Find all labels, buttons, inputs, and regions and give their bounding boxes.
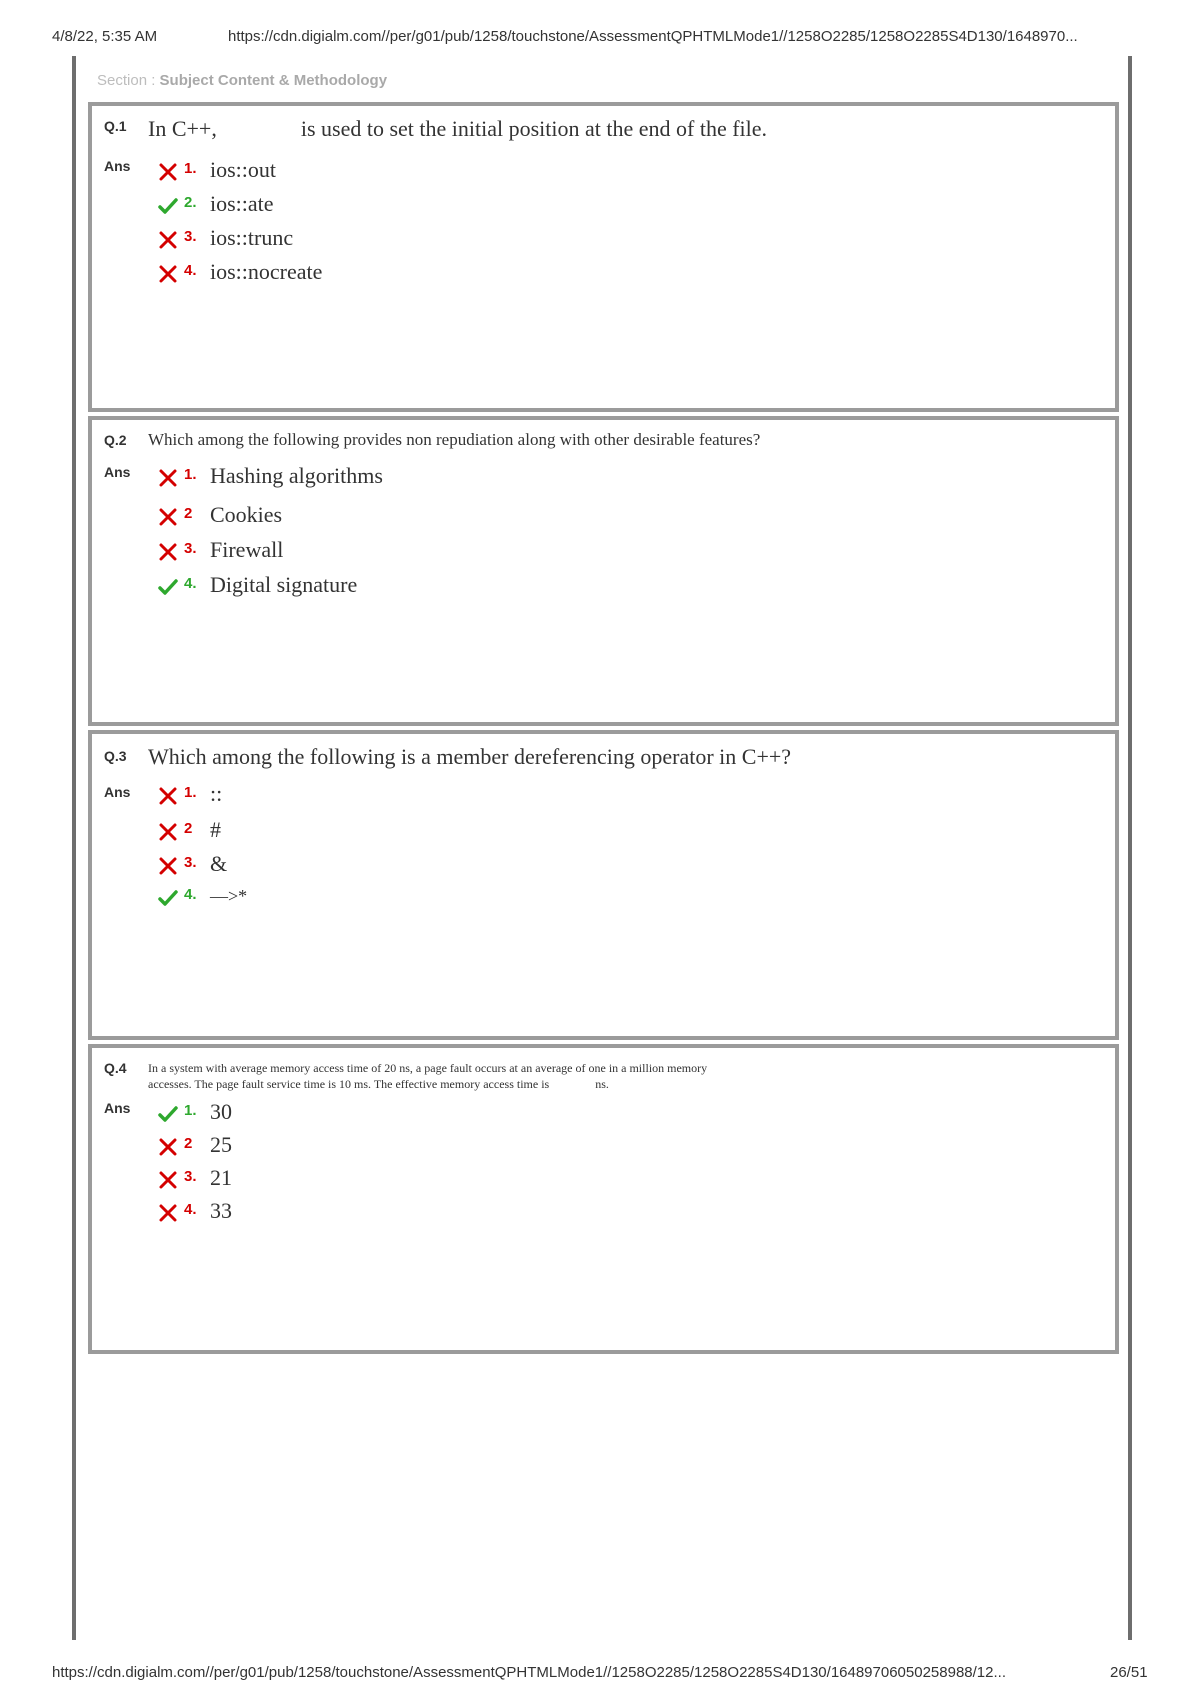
option-number: 1. [184,466,197,483]
section-label [97,72,387,89]
option-text: ios::out [210,157,277,182]
cross-icon [158,786,178,806]
option-text: —>* [210,886,248,906]
option-number: 4. [184,262,197,279]
footer-url[interactable]: https://cdn.digialm.com//per/g01/pub/1258/touchstone/AssessmentQPHTMLMode1//1258O2285/1258O2285S4D130/16489706050258988/12... [52,1664,1006,1681]
option-number: 4. [184,886,197,903]
option-number: 2. [184,194,197,211]
option-text: 33 [210,1198,232,1223]
question-text-after-blank: is used to set the initial position at the end of the file. [300,116,768,141]
option-number: 3. [184,540,197,557]
ans-label: Ans [104,784,131,800]
question-text-before-blank: In C++, [148,116,217,141]
question-number: Q.4 [104,1060,127,1076]
option-text: 21 [210,1165,232,1190]
option-text: # [210,817,221,842]
cross-icon [158,230,178,250]
print-footer [0,1662,1200,1686]
cross-icon [158,1170,178,1190]
cross-icon [158,1203,178,1223]
print-header [0,22,1200,52]
page-number: 26/51 [1110,1664,1148,1681]
question-card-2 [88,416,1119,726]
question-text: Which among the following is a member dereferencing operator in C++? [148,744,792,769]
option-number: 1. [184,1102,197,1119]
cross-icon [158,507,178,527]
option-text: 30 [210,1099,232,1124]
option-number: 2 [184,1135,193,1152]
question-number: Q.3 [104,748,127,764]
option-number: 4. [184,575,197,592]
option-text: Hashing algorithms [210,463,383,488]
question-card-3 [88,730,1119,1040]
option-number: 3. [184,228,197,245]
question-text-before-blank: accesses. The page fault service time is 10 ms. The effective memory access time is [148,1077,550,1091]
question-card-4 [88,1044,1119,1354]
question-card-1 [88,102,1119,412]
cross-icon [158,1137,178,1157]
option-text: Firewall [210,537,284,562]
option-number: 3. [184,854,197,871]
question-text-line1: In a system with average memory access time of 20 ns, a page fault occurs at an average of one in a million memory [148,1061,708,1075]
question-text [148,1060,707,1092]
option-text: ios::trunc [210,225,294,250]
cross-icon [158,822,178,842]
check-icon [158,888,178,908]
option-number: 1. [184,784,197,801]
ans-label: Ans [104,464,131,480]
option-text: :: [210,781,223,806]
option-text: Cookies [210,502,283,527]
ans-label: Ans [104,1100,131,1116]
option-text: ios::nocreate [210,259,323,284]
frame-border-right [1128,56,1132,1640]
option-number: 1. [184,160,197,177]
option-number: 4. [184,1201,197,1218]
ans-label: Ans [104,158,131,174]
question-text-line2 [148,1076,707,1092]
frame-border-left [72,56,76,1640]
cross-icon [158,542,178,562]
print-url[interactable]: https://cdn.digialm.com//per/g01/pub/1258/touchstone/AssessmentQPHTMLMode1//1258O2285/1258O2285S4D130/1648970... [228,28,1078,45]
question-number: Q.2 [104,432,127,448]
question-number: Q.1 [104,118,127,134]
option-text: Digital signature [210,572,358,597]
option-text: & [210,851,228,876]
question-text [148,116,767,142]
option-number: 2 [184,505,193,522]
check-icon [158,577,178,597]
check-icon [158,1104,178,1124]
section-name: Subject Content & Methodology [159,72,388,89]
print-datetime: 4/8/22, 5:35 AM [52,28,158,45]
cross-icon [158,856,178,876]
option-number: 3. [184,1168,197,1185]
question-text-after-blank: ns. [595,1077,609,1091]
section-prefix: Section : [97,72,160,89]
option-text: ios::ate [210,191,274,216]
cross-icon [158,264,178,284]
option-number: 2 [184,820,193,837]
cross-icon [158,468,178,488]
cross-icon [158,162,178,182]
check-icon [158,196,178,216]
question-text: Which among the following provides non repudiation along with other desirable features? [148,430,761,449]
option-text: 25 [210,1132,232,1157]
